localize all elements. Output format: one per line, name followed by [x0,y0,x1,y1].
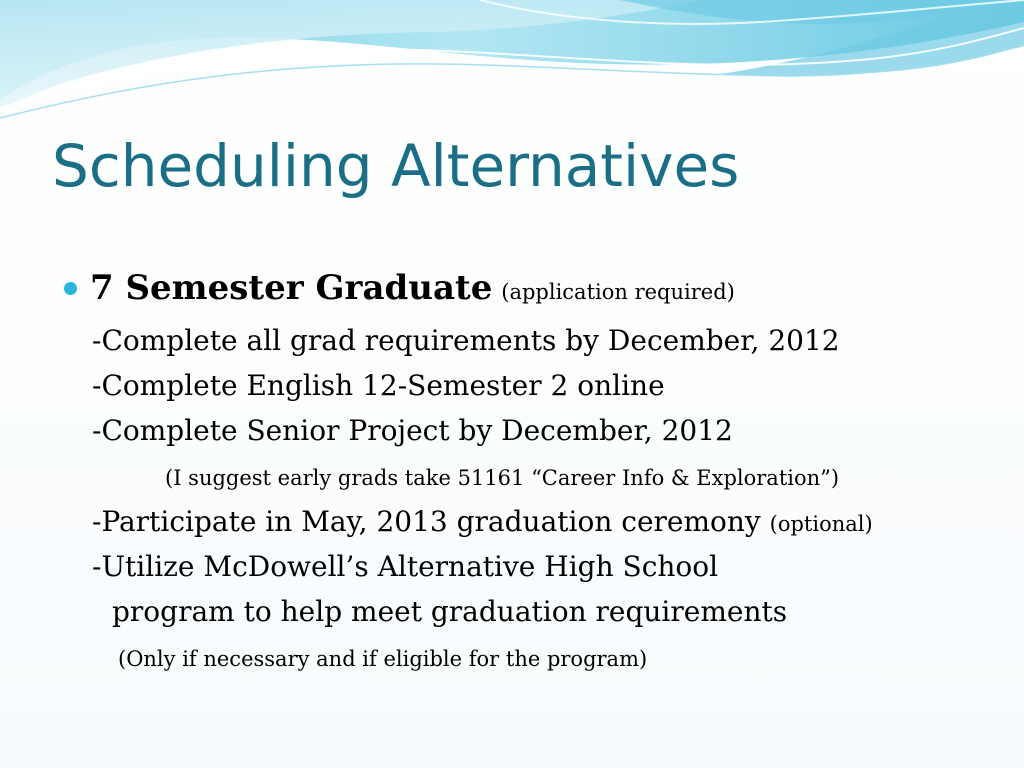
line-eligibility: (Only if necessary and if eligible for the program) [118,647,648,671]
line-utilize: -Utilize McDowell’s Alternative High School [92,550,719,583]
line-participate: -Participate in May, 2013 graduation ceremony [92,505,761,538]
line-suggestion: (I suggest early grads take 51161 “Career Info & Exploration”) [165,466,840,490]
line-participate-row [92,504,873,542]
line-senior-project: -Complete Senior Project by December, 2012 [92,414,733,447]
bullet-heading-note: (application required) [501,280,735,304]
slide-title: Scheduling Alternatives [52,132,740,200]
bullet-heading-line [90,270,735,310]
line-participate-note: (optional) [769,512,873,536]
line-grad-requirements: -Complete all grad requirements by December, 2012 [92,324,840,357]
line-utilize-continued: program to help meet graduation requirements [112,595,788,628]
bullet-heading: 7 Semester Graduate [90,268,493,308]
bullet-dot-icon [64,282,77,295]
line-english: -Complete English 12-Semester 2 online [92,369,665,402]
